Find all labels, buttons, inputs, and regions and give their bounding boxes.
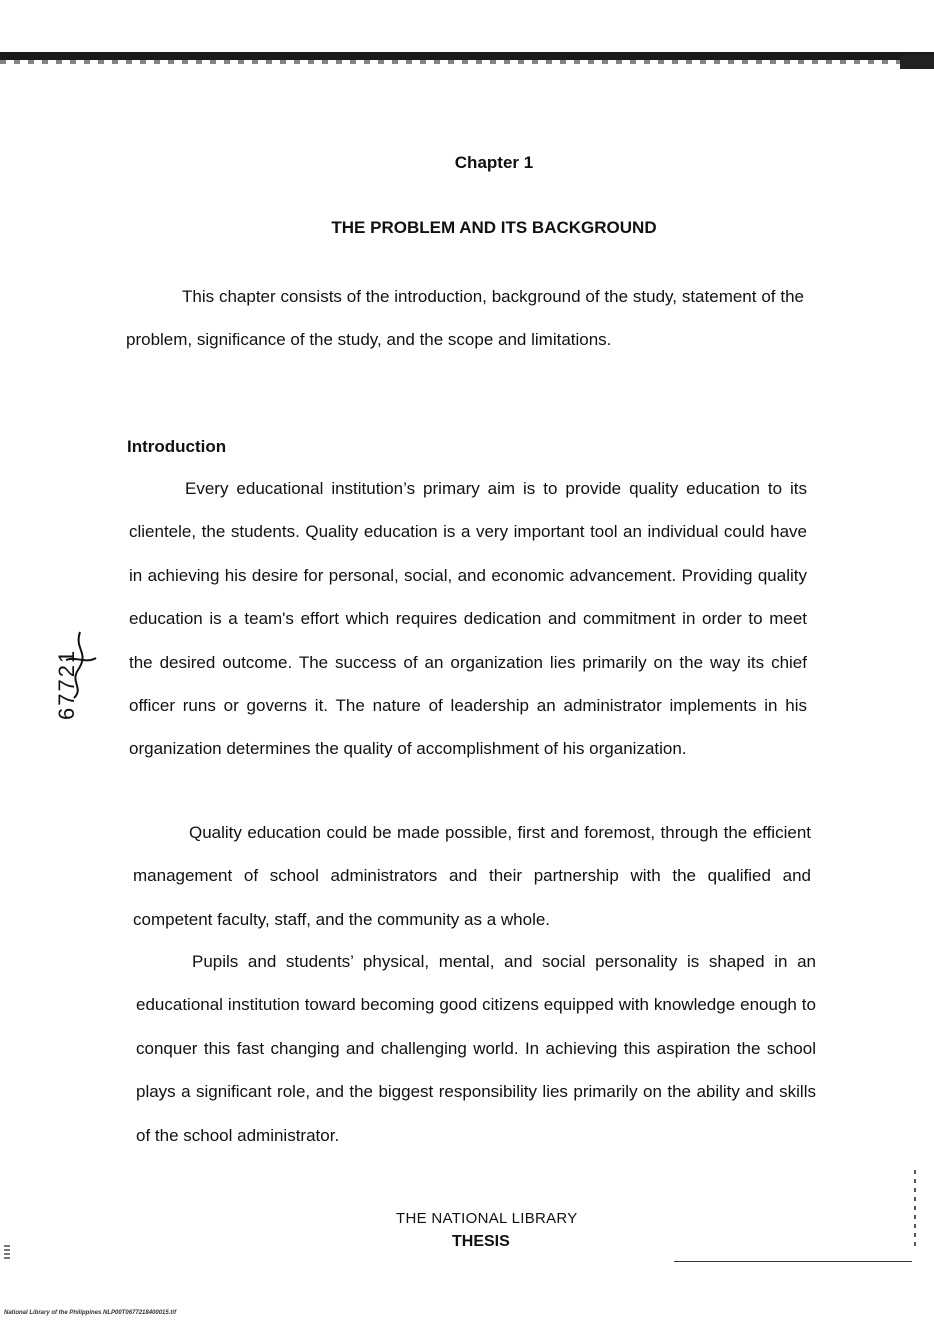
handwritten-initials	[60, 630, 100, 700]
library-stamp-type: THESIS	[452, 1233, 510, 1250]
scan-edge-mark-left	[4, 1245, 10, 1261]
chapter-label: Chapter 1	[454, 153, 534, 172]
paragraph-3: Pupils and students’ physical, mental, and social personality is shaped in an educational institution toward becoming good citizens equipped with knowledge enough to conquer this fast changing and challenging world. In achieving this aspiration the school plays a significant role, and the biggest responsibility lies primarily on the ability and skills of the school administrator.	[136, 952, 816, 1145]
scan-credit: National Library of the Philippines NLP00T0677218400015.tif	[4, 1310, 177, 1316]
library-stamp-name: THE NATIONAL LIBRARY	[396, 1210, 578, 1227]
paragraph-1: Every educational institution’s primary aim is to provide quality education to its clientele, the students. Quality education is a very important tool an individual could have in achieving his desire for personal, social, and economic advancement. Providing quality education is a team's effort which requires dedication and commitment in order to meet the desired outcome. The success of an organization lies primarily on the way its chief officer runs or governs it. The nature of leadership an administrator implements in his organization determines the quality of accomplishment of his organization.	[129, 479, 807, 759]
paragraph-2: Quality education could be made possible, first and foremost, through the efficient management of school administrators and their partnership with the qualified and competent faculty, staff, and the community as a whole.	[133, 823, 811, 929]
scan-corner-mark	[900, 55, 934, 69]
section-heading: Introduction	[127, 437, 227, 456]
footer-rule	[674, 1261, 912, 1262]
scan-top-fringe	[0, 60, 934, 64]
scan-edge-mark	[914, 1170, 916, 1250]
intro-paragraph: This chapter consists of the introduction, background of the study, statement of the problem, significance of the study, and the scope and limitations.	[126, 287, 804, 350]
scan-top-border	[0, 52, 934, 60]
margin-accession-number: 67721	[54, 648, 79, 720]
chapter-title: THE PROBLEM AND ITS BACKGROUND	[331, 218, 657, 237]
